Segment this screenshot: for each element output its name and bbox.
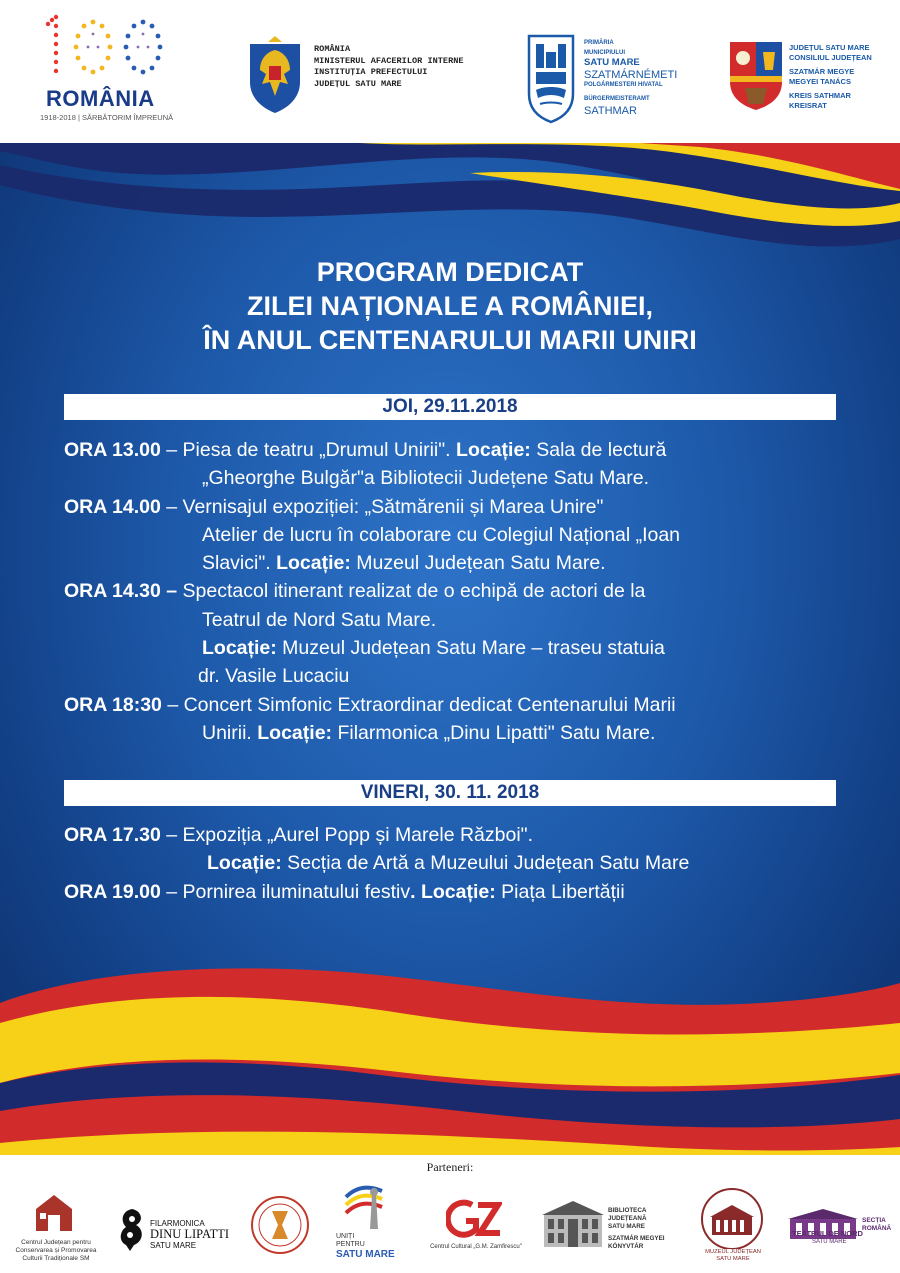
event-line — [64, 577, 864, 605]
event-line — [64, 719, 864, 747]
mai-line-2: MINISTERUL AFACERILOR INTERNE — [314, 55, 464, 66]
event-text: Muzeul Județean Satu Mare – traseu statuia — [276, 637, 665, 660]
event-time: ORA 13.00 — [64, 439, 161, 461]
event-text: Spectacol itinerant realizat de o echipă de actori de la — [177, 580, 646, 603]
program-title — [0, 255, 900, 357]
partner-6-line: SZATMÁR MEGYEI — [608, 1235, 665, 1242]
consiliul-line-5: KREIS SATHMAR — [789, 91, 851, 100]
consiliul-line-3: SZATMÁR MEGYE — [789, 67, 855, 76]
romania-coat-of-arms-icon — [246, 36, 304, 114]
location-label: Locație: — [276, 552, 351, 575]
location-label: Locație: — [456, 439, 531, 461]
location-label: Locație: — [202, 637, 277, 660]
partner-filarmonica-logo — [116, 1185, 236, 1265]
partner-6-caption — [608, 1207, 680, 1251]
location-label: Locație: — [257, 721, 333, 744]
event-text: – Expoziția „Aurel Popp și Marele Război". — [160, 824, 534, 846]
partner-muzeul-logo — [696, 1185, 770, 1265]
partner-7-line: MUZEUL JUDEȚEAN — [705, 1249, 761, 1255]
event-line: dr. Vasile Lucaciu — [198, 665, 350, 688]
day-header-vineri: VINERI, 30. 11. 2018 — [64, 780, 836, 806]
partner-seal-logo — [248, 1185, 312, 1265]
round-seal-icon — [250, 1195, 310, 1255]
event-time: ORA 19.00 — [64, 880, 161, 903]
primaria-text — [584, 38, 677, 116]
partner-6-line: SATU MARE — [608, 1223, 645, 1230]
event-line — [64, 436, 864, 464]
event-line: Atelier de lucru în colaborare cu Colegiul Național „Ioan — [202, 523, 681, 546]
primaria-line-1: PRIMĂRIA — [584, 40, 614, 46]
violin-scroll-icon — [116, 1207, 148, 1253]
day-header-joi: JOI, 29.11.2018 — [64, 394, 836, 420]
event-text: Secția de Artă a Muzeului Județean Satu Mare — [281, 852, 690, 875]
event-line — [64, 634, 864, 662]
title-line-1: PROGRAM DEDICAT — [316, 257, 584, 287]
gz-monogram-icon — [446, 1199, 502, 1239]
event-line: Teatrul de Nord Satu Mare. — [202, 608, 437, 631]
event-line — [64, 493, 864, 521]
partner-4-line: PENTRU — [336, 1241, 365, 1248]
primaria-line-6: BÜRGERMEISTERAMT — [584, 96, 650, 102]
partner-1-caption — [0, 1239, 112, 1263]
partner-zamfirescu-logo — [428, 1185, 524, 1265]
event-text: Filarmonica „Dinu Lipatti" Satu Mare. — [332, 721, 656, 744]
title-line-2: ZILEI NAȚIONALE A ROMÂNIEI, — [247, 291, 653, 321]
location-label: Locație: — [420, 880, 496, 903]
partner-8-line: TEATRUL DE NORD — [792, 1229, 863, 1238]
event-text: Unirii. — [202, 721, 258, 744]
title-line-3: ÎN ANUL CENTENARULUI MARII UNIRI — [203, 325, 697, 355]
event-time: ORA 17.30 — [64, 824, 161, 846]
event-time: ORA 18:30 — [64, 693, 162, 716]
partners-label: Parteneri: — [426, 1160, 474, 1174]
library-building-icon — [540, 1197, 606, 1249]
header-logos — [0, 0, 900, 143]
partner-7-line: SATU MARE — [716, 1256, 750, 1262]
partner-2-line: SATU MARE — [150, 1241, 197, 1250]
primaria-line-4: SZATMÁRNÉMETI — [584, 69, 678, 81]
mai-text — [314, 44, 464, 90]
primaria-line-5: POLGÁRMESTERI HIVATAL — [584, 82, 663, 88]
centenar-subtitle: 1918-2018 | SĂRBĂTORIM ÎMPREUNĂ — [40, 113, 174, 122]
program-poster — [0, 143, 900, 1155]
primaria-line-2: MUNICIPIULUI — [584, 50, 625, 56]
primaria-satu-mare-logo — [526, 32, 686, 126]
partner-teatrul-logo — [784, 1185, 896, 1265]
partner-1-line: Culturii Tradiționale SM — [22, 1255, 90, 1262]
event-text: Sala de lectură — [530, 439, 667, 461]
centenar-logo — [38, 14, 178, 124]
mai-line-1: ROMÂNIA — [314, 44, 351, 54]
partner-5-caption: Centrul Cultural „G.M. Zamfirescu" — [430, 1244, 522, 1250]
event-line — [64, 691, 864, 719]
partners-footer — [0, 1155, 900, 1273]
statue-icon — [342, 1185, 392, 1231]
partner-6-line: BIBLIOTECA JUDEȚEANĂ — [608, 1207, 647, 1222]
partner-uniti-logo — [330, 1185, 410, 1265]
event-text: Muzeul Județean Satu Mare. — [350, 552, 606, 575]
day1-events — [64, 436, 864, 747]
partner-8-line: SATU MARE — [812, 1239, 847, 1245]
location-label: Locație: — [207, 852, 282, 875]
house-icon — [32, 1191, 76, 1233]
event-text: Slavici". — [202, 552, 277, 575]
partner-8-line: SECȚIA — [862, 1217, 886, 1224]
event-text: – Pornirea iluminatului festiv — [160, 880, 411, 903]
partner-1-line: Conservarea și Promovarea — [15, 1247, 97, 1254]
partner-8-line: ROMÂNĂ — [862, 1225, 892, 1232]
event-text: Piața Libertății — [495, 880, 625, 903]
partner-conservare-logo — [0, 1185, 112, 1265]
event-line — [64, 878, 864, 906]
consiliul-line-6: KREISRAT — [789, 101, 827, 110]
consiliul-judetean-logo — [727, 38, 887, 118]
museum-seal-icon — [696, 1187, 768, 1249]
consiliul-line-4: MEGYEI TANÁCS — [789, 77, 851, 86]
event-time: ORA 14.30 – — [64, 580, 178, 603]
centenar-title: ROMÂNIA — [46, 86, 155, 111]
partner-7-caption — [694, 1249, 772, 1263]
satu-mare-city-crest-icon — [526, 32, 576, 124]
event-line — [64, 849, 864, 877]
consiliul-line-1: JUDEȚUL SATU MARE — [789, 43, 870, 52]
partner-1-line: Centrul Județean pentru — [21, 1239, 91, 1246]
event-text: – Piesa de teatru „Drumul Unirii". — [160, 439, 457, 461]
partner-biblioteca-logo — [540, 1185, 680, 1265]
primaria-line-3: SATU MARE — [584, 57, 640, 68]
county-coat-of-arms-icon — [727, 38, 785, 112]
event-line — [64, 821, 864, 849]
centenar-100-dots-icon — [38, 14, 178, 84]
event-text: – Concert Simfonic Extraordinar dedicat Centenarului Marii — [161, 693, 676, 716]
partner-2-line: DINU LIPATTI — [150, 1227, 230, 1241]
event-text: . — [410, 880, 421, 903]
mai-line-4: JUDEȚUL SATU MARE — [314, 78, 402, 89]
mai-line-3: INSTITUȚIA PREFECTULUI — [314, 67, 428, 77]
day2-events — [64, 821, 864, 906]
mai-logo — [246, 36, 486, 116]
partner-4-line: UNIȚI — [336, 1233, 355, 1240]
primaria-line-7: SATHMAR — [584, 105, 637, 117]
partner-2-line: FILARMONICA — [150, 1219, 205, 1228]
partner-4-line: SATU MARE — [336, 1249, 395, 1260]
event-line — [64, 549, 864, 577]
event-text: – Vernisajul expoziției: „Sătmărenii și Marea Unire" — [160, 495, 604, 518]
partner-6-line: KÖNYVTÁR — [608, 1243, 644, 1250]
event-line: „Gheorghe Bulgăr"a Bibliotecii Județene Satu Mare. — [202, 467, 650, 490]
consiliul-text — [789, 43, 872, 111]
consiliul-line-2: CONSILIUL JUDEȚEAN — [789, 53, 872, 62]
event-time: ORA 14.00 — [64, 495, 161, 518]
